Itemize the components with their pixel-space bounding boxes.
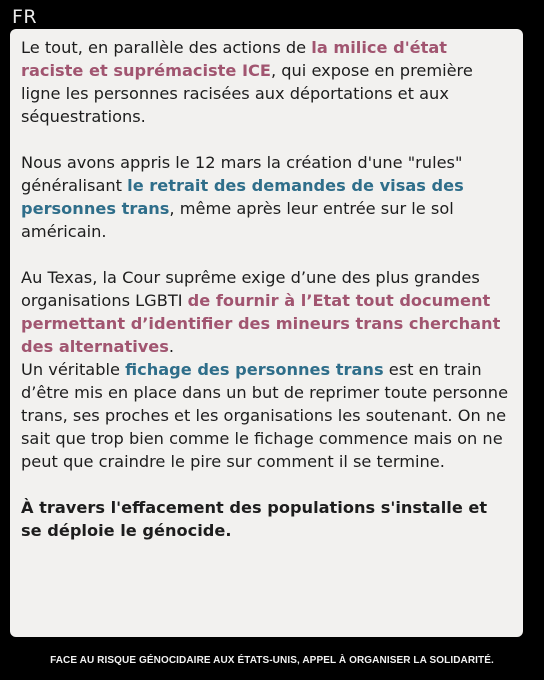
paragraph-text: Un véritable	[21, 360, 126, 379]
paragraph-text: Le tout, en parallèle des actions de	[21, 38, 312, 57]
language-tag: FR	[12, 6, 38, 28]
paragraph-conclusion	[21, 496, 513, 542]
paragraph-text: Au Texas, la Cour suprême exige d’une des plus grandes organisations LGBTI	[21, 268, 480, 310]
paragraph-ice	[21, 36, 513, 128]
paragraph-text: .	[168, 337, 175, 356]
highlight-visa-withdrawal: le retrait des demandes de visas des personnes trans	[21, 176, 464, 218]
highlight-trans-registry: fichage des personnes trans	[125, 360, 384, 379]
paragraph-texas	[21, 266, 513, 358]
text-card	[10, 29, 523, 637]
paragraph-registry	[21, 358, 513, 473]
highlight-documents-demand: de fournir à l’Etat tout document permettant d’identifier des mineurs trans cherchant des alternatives	[21, 291, 501, 356]
paragraph-text: , même après leur entrée sur le sol américain.	[21, 199, 454, 241]
paragraph-text: , qui expose en première ligne les personnes racisées aux déportations et aux séquestrations.	[21, 61, 473, 126]
footer-caption: FACE AU RISQUE GÉNOCIDAIRE AUX ÉTATS-UNIS, APPEL À ORGANISER LA SOLIDARITÉ.	[50, 655, 494, 666]
highlight-ice-militia: la milice d'état raciste et suprémaciste ICE	[21, 38, 448, 80]
paragraph-text: est en train d’être mis en place dans un but de reprimer toute personne trans, ses proches et les organisations les soutenant. On ne sait que trop bien comme le fichage commence mais on ne peut que craindre le pire sur comment il se termine.	[21, 360, 509, 471]
paragraph-text: Nous avons appris le 12 mars la création d'une "rules" généralisant	[21, 153, 463, 195]
conclusion-text: À travers l'effacement des populations s'installe et se déploie le génocide.	[21, 498, 488, 540]
paragraph-visas	[21, 151, 513, 243]
